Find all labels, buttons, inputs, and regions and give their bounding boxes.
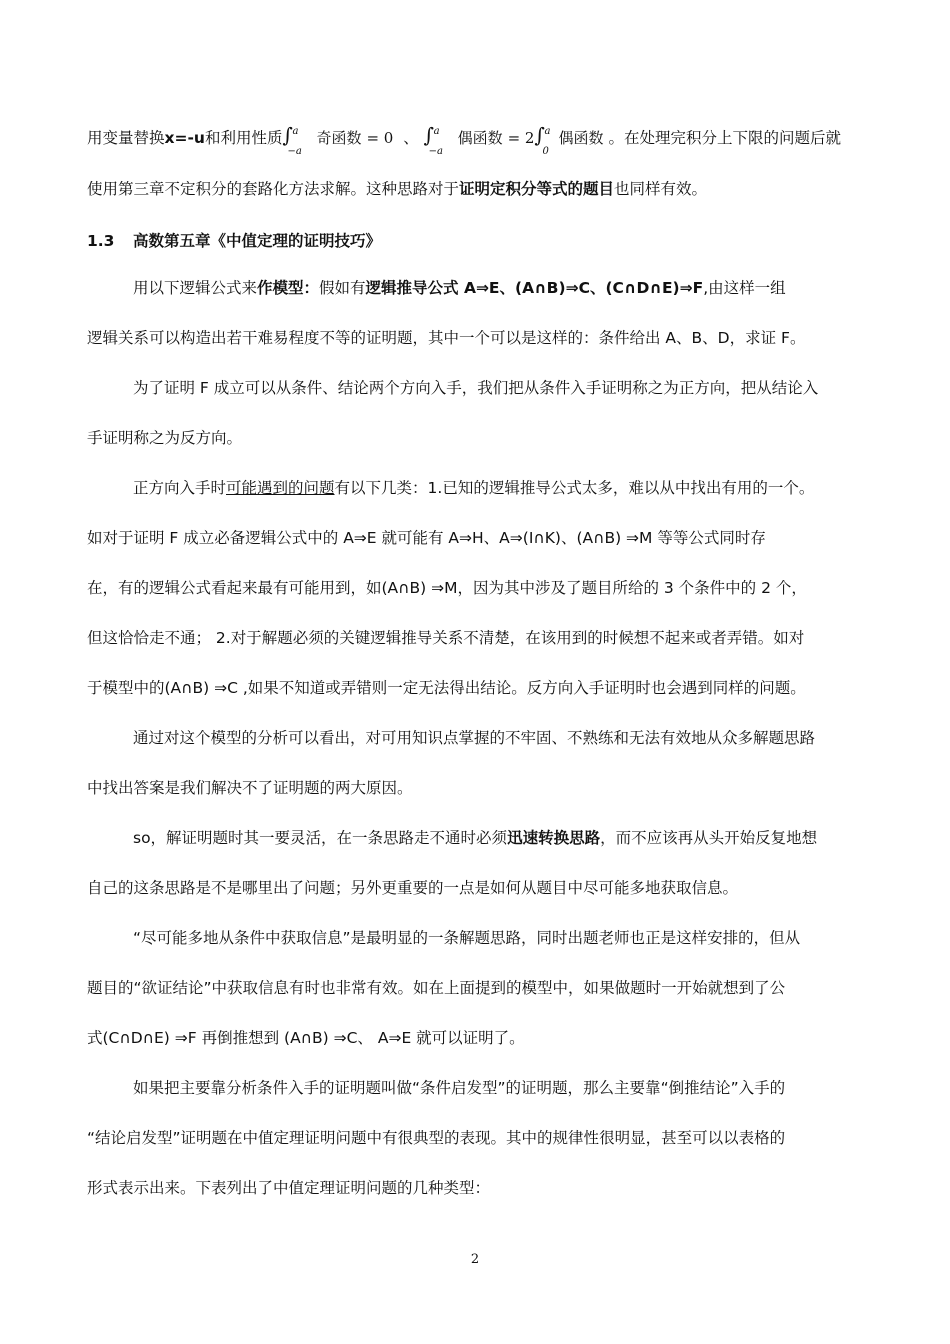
text-span: 。在处理完积分上下限的问题后就 (608, 129, 841, 147)
text-line: 逻辑关系可以构造出若干难易程度不等的证明题，其中一个可以是这样的：条件给出 A、B、D，求证 F。 (87, 329, 806, 347)
text-span: 用以下逻辑公式来 (133, 279, 258, 297)
text-span: 用变量替换 (87, 129, 165, 147)
text-line: 在，有的逻辑公式看起来最有可能用到，如(A∩B) ⇒M，因为其中涉及了题目所给的 3 个条件中的 2 个， (87, 579, 807, 597)
text-line (133, 828, 817, 848)
page-number: 2 (470, 1252, 480, 1267)
integral-1: ∫ a −a (282, 123, 302, 157)
text-span: ,由这样一组 (703, 279, 786, 297)
even-function-label: 偶函数 (558, 129, 604, 147)
section-heading (87, 229, 381, 251)
odd-function-label: 奇函数 (316, 129, 362, 147)
even-function-label: 偶函数 (457, 129, 503, 147)
text-line: “结论启发型”证明题在中值定理证明问题中有很典型的表现。其中的规律性很明显，甚至可以以表格的 (87, 1129, 786, 1147)
integral-2: ∫ a −a (423, 123, 443, 157)
text-span: 有以下几类：1.已知的逻辑推导公式太多，难以从中找出有用的一个。 (334, 479, 815, 497)
text-line: 通过对这个模型的分析可以看出，对可用知识点掌握的不牢固、不熟练和无法有效地从众多解题思路 (133, 729, 816, 747)
text-line: 题目的“欲证结论”中获取信息有时也非常有效。如在上面提到的模型中，如果做题时一开始就想到了公 (87, 979, 786, 997)
underlined-phrase: 可能遇到的问题 (226, 479, 335, 497)
substitution-bold: x=-u (164, 129, 205, 147)
text-line (133, 478, 814, 498)
text-line: 于模型中的(A∩B) ⇒C ,如果不知道或弄错则一定无法得出结论。反方向入手证明时也会遇到同样的问题。 (87, 679, 806, 697)
equals-zero: = 0 (366, 129, 394, 147)
text-line: 如对于证明 F 成立必备逻辑公式中的 A⇒E 就可能有 A⇒H、A⇒(I∩K)、(A∩B) ⇒M 等等公式同时存 (87, 529, 766, 547)
text-span: ，而不应该再从头开始反复地想 (600, 829, 818, 847)
text-span: so，解证明题时其一要灵活，在一条思路走不通时必须 (133, 829, 508, 847)
text-line (133, 278, 786, 298)
text-span: 使用第三章不定积分的套路化方法求解。这种思路对于 (87, 180, 460, 198)
text-line: 但这恰恰走不通； 2.对于解题必须的关键逻辑推导关系不清楚，在该用到的时候想不起来或者弄错。如对 (87, 629, 805, 647)
text-line: 自己的这条思路是不是哪里出了问题；另外更重要的一点是如何从题目中尽可能多地获取信息。 (87, 879, 739, 897)
bold-phrase: 证明定积分等式的题目 (459, 180, 615, 198)
integral-3: ∫ a 0 (534, 123, 551, 157)
equals-two: = 2 (507, 129, 535, 147)
text-span: 假如有 (319, 279, 366, 297)
bold-formula: 逻辑推导公式 A⇒E、(A∩B)⇒C、(C∩D∩E)⇒F (365, 279, 704, 297)
separator: 、 (403, 129, 419, 147)
text-line: 如果把主要靠分析条件入手的证明题叫做“条件启发型”的证明题，那么主要靠“倒推结论”入手的 (133, 1079, 786, 1097)
text-line: 式(C∩D∩E) ⇒F 再倒推想到 (A∩B) ⇒C、 A⇒E 就可以证明了。 (87, 1029, 525, 1047)
text-span: 正方向入手时 (133, 479, 227, 497)
section-title: 高数第五章《中值定理的证明技巧》 (133, 232, 382, 250)
text-line: 为了证明 F 成立可以从条件、结论两个方向入手，我们把从条件入手证明称之为正方向，把从结论入 (133, 379, 819, 397)
text-line (87, 179, 707, 199)
text-span: 和利用性质 (204, 129, 283, 147)
text-line: 手证明称之为反方向。 (87, 429, 243, 447)
bold-phrase: 作模型： (257, 279, 320, 297)
text-line: “尽可能多地从条件中获取信息”是最明显的一条解题思路，同时出题老师也正是这样安排的，但从 (133, 929, 801, 947)
formula-line (87, 123, 841, 157)
section-number: 1.3 (87, 232, 115, 250)
text-span: 也同样有效。 (614, 180, 708, 198)
text-line: 中找出答案是我们解决不了证明题的两大原因。 (87, 779, 413, 797)
bold-phrase: 迅速转换思路 (507, 829, 601, 847)
text-line: 形式表示出来。下表列出了中值定理证明问题的几种类型： (87, 1179, 491, 1197)
